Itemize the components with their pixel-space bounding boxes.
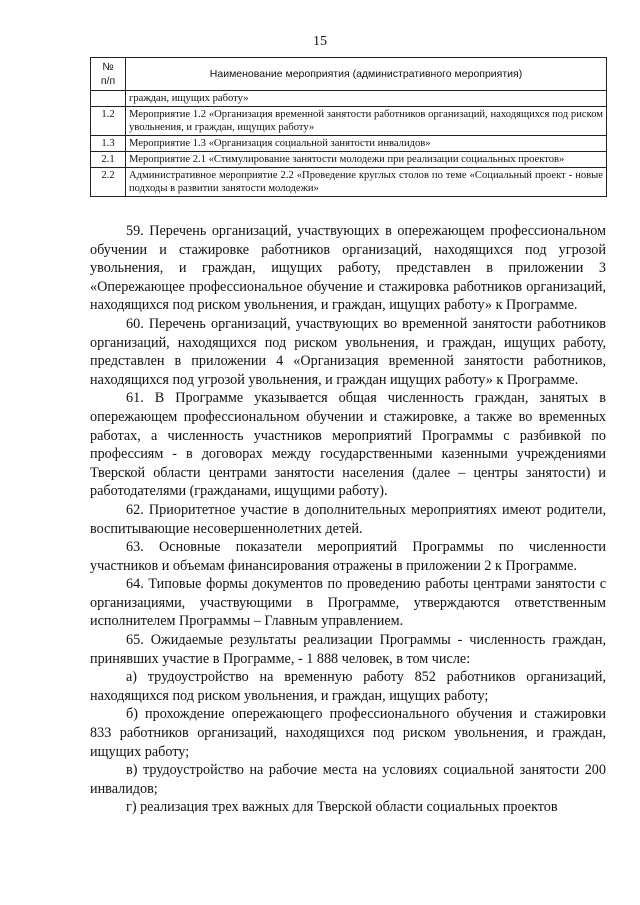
paragraph-64: 64. Типовые формы документов по проведению работы центрами занятости с организациями, участвующими в Программе, утверждаются ответственным исполнителем Программы – Главным управлением. [90,576,606,630]
paragraph-65: 65. Ожидаемые результаты реализации Программы - численность граждан, принявших участие в Программе, - 1 888 человек, в том числе: [90,632,606,667]
table-cell-num [91,91,126,107]
paragraph-59: 59. Перечень организаций, участвующих в опережающем профессиональном обучении и стажировке работников организаций, находящихся под угрозой увольнения, и граждан, ищущих работу, представлен в приложении 3 «Опережающее профессиональное обучение и стажировка работников организаций, находящихся под риском увольнения, и граждан, ищущих работу» к Программе. [90,223,606,314]
table-row [91,136,607,152]
table-cell-name: Административное мероприятие 2.2 «Проведение круглых столов по теме «Социальный проект - новые подходы в развитии занятости молодежи» [126,168,607,197]
table-row [91,168,607,197]
table-cell-num: 2.1 [91,152,126,168]
table-cell-name: Мероприятие 1.3 «Организация социальной занятости инвалидов» [126,136,607,152]
table-cell-num: 1.3 [91,136,126,152]
paragraph-62: 62. Приоритетное участие в дополнительных мероприятиях имеют родители, воспитывающие несовершеннолетних детей. [90,501,606,537]
paragraph-60: 60. Перечень организаций, участвующих во временной занятости работников организаций, находящихся под риском увольнения, и граждан, ищущих работу, представлен в приложении 4 «Организация временной занятости работников, находящихся под угрозой увольнения, и граждан ищущих работу» к Программе. [90,315,606,388]
paragraph-65-a: а) трудоустройство на временную работу 852 работников организаций, находящихся под риском увольнения, и граждан, ищущих работу; [90,669,606,704]
paragraph-61: 61. В Программе указывается общая численность граждан, занятых в опережающем профессиональном обучении и стажировке, а также во временных работах, а численность участников мероприятий Программы с разбивкой по профессиям - в договорах между государственными казенными учреждениями Тверской области центрами занятости населения (далее – центры занятости) и работодателями (гражданами, ищущими работу). [90,390,606,500]
measures-table [90,57,607,197]
header-name: Наименование мероприятия (административного мероприятия) [126,58,607,91]
table-cell-num: 2.2 [91,168,126,197]
header-num-line1: № [102,61,114,73]
table-cell-name: Мероприятие 2.1 «Стимулирование занятости молодежи при реализации социальных проектов» [126,152,607,168]
paragraph-65-g: г) реализация трех важных для Тверской области социальных проектов [126,799,558,816]
table-cell-num: 1.2 [91,107,126,136]
header-num [91,58,126,91]
paragraph-63: 63. Основные показатели мероприятий Программы по численности участников и объемам финансирования отражены в приложении 2 к Программе. [90,539,606,574]
table-row [91,152,607,168]
document-body [90,222,606,817]
table-header-row [91,58,607,91]
page-number: 15 [313,34,327,49]
paragraph-65-v: в) трудоустройство на рабочие места на условиях социальной занятости 200 инвалидов; [90,762,606,797]
table-cell-name: Мероприятие 1.2 «Организация временной занятости работников организаций, находящихся под риском увольнения, и граждан, ищущих работу» [126,107,607,136]
table-cell-name: граждан, ищущих работу» [126,91,607,107]
table-row-continuation [91,91,607,107]
header-num-line2: п/п [100,75,116,87]
table-row [91,107,607,136]
paragraph-65-b: б) прохождение опережающего профессионального обучения и стажировки 833 работников организаций, находящихся под риском увольнения, и граждан, ищущих работу; [90,706,606,760]
